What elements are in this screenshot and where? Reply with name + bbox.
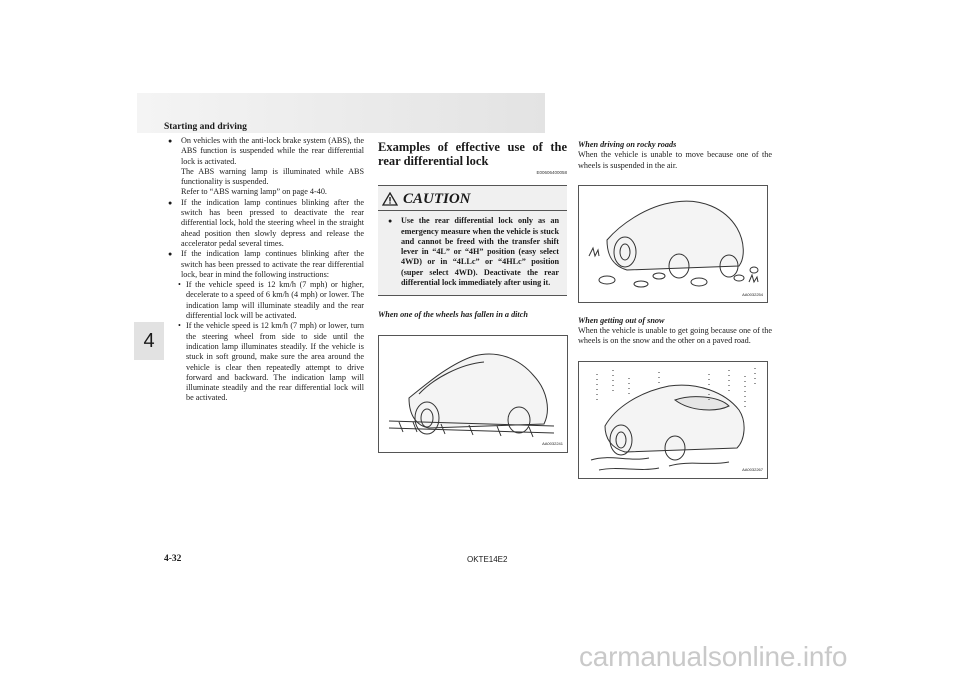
rocky-heading: When driving on rocky roads — [578, 140, 677, 149]
section-title: Starting and driving — [164, 122, 247, 132]
ditch-illustration — [378, 335, 568, 453]
chapter-tab: 4 — [134, 322, 164, 360]
left-column — [168, 136, 364, 404]
figure-code: AA0032254 — [742, 291, 763, 297]
list-item: ● If the indication lamp continues blinking after the switch has been pressed to activate the rear differential lock, bear in mind the following instructions: — [168, 249, 364, 280]
figure-code: AA0032241 — [542, 441, 563, 447]
snow-heading: When getting out of snow — [578, 315, 665, 325]
page-number: 4-32 — [164, 554, 182, 564]
caution-box — [378, 185, 567, 296]
rocky-text: When the vehicle is unable to move because one of the wheels is suspended in the air. — [578, 150, 772, 170]
sub-list-item: • If the vehicle speed is 12 km/h (7 mph) or lower, turn the steering wheel from side to side until the indication lamp illuminates steadily. If the vehicle is stuck in soft ground, make sure the area around the vehicle is clear then repeatedly attempt to drive forward and backward. The indication lamp will illuminate steadily and the rear differential lock will be activated. — [168, 321, 364, 403]
middle-column — [378, 140, 567, 453]
section-code: E00606400058 — [536, 170, 567, 175]
caution-header — [378, 188, 567, 211]
warning-triangle-icon — [382, 192, 398, 206]
example-heading: When one of the wheels has fallen in a ditch — [378, 310, 528, 320]
sub-list-item: • If the vehicle speed is 12 km/h (7 mph) or higher, decelerate to a speed of 6 km/h (4 mph) or lower. The indication lamp will illuminate steadily and the rear differential lock will be activated. — [168, 280, 364, 321]
caution-title: CAUTION — [403, 191, 471, 208]
watermark: carmanualsonline.info — [579, 641, 848, 672]
section-heading: Examples of effective use of the rear differential lock — [378, 140, 567, 168]
caution-text: ● Use the rear differential lock only as an emergency measure when the vehicle is stuck and cannot be freed with the transfer shift lever in “4L” or “4H” position (easy select 4WD) or in “4LLc” or “4HLc” position (super select 4WD). Deactivate the rear differential lock immediately after using it. — [388, 216, 559, 288]
list-item: ● If the indication lamp continues blinking after the switch has been pressed to deactivate the rear differential lock, hold the steering wheel in the straight ahead position then slowly depress and release the accelerator pedal several times. — [168, 198, 364, 249]
snow-text: When the vehicle is unable to get going because one of the wheels is on the snow and the other on a paved road. — [578, 326, 772, 346]
list-item: ● On vehicles with the anti-lock brake system (ABS), the ABS function is suspended while the rear differential lock is activated. The ABS warning lamp is illuminated while ABS functionality is suspended. Refer to “ABS warning lamp” on page 4-40. — [168, 136, 364, 198]
right-column — [578, 140, 772, 479]
manual-code: OKTE14E2 — [467, 555, 508, 564]
snow-illustration — [578, 361, 768, 479]
rocky-illustration — [578, 185, 768, 303]
figure-code: AA0032267 — [742, 467, 763, 473]
